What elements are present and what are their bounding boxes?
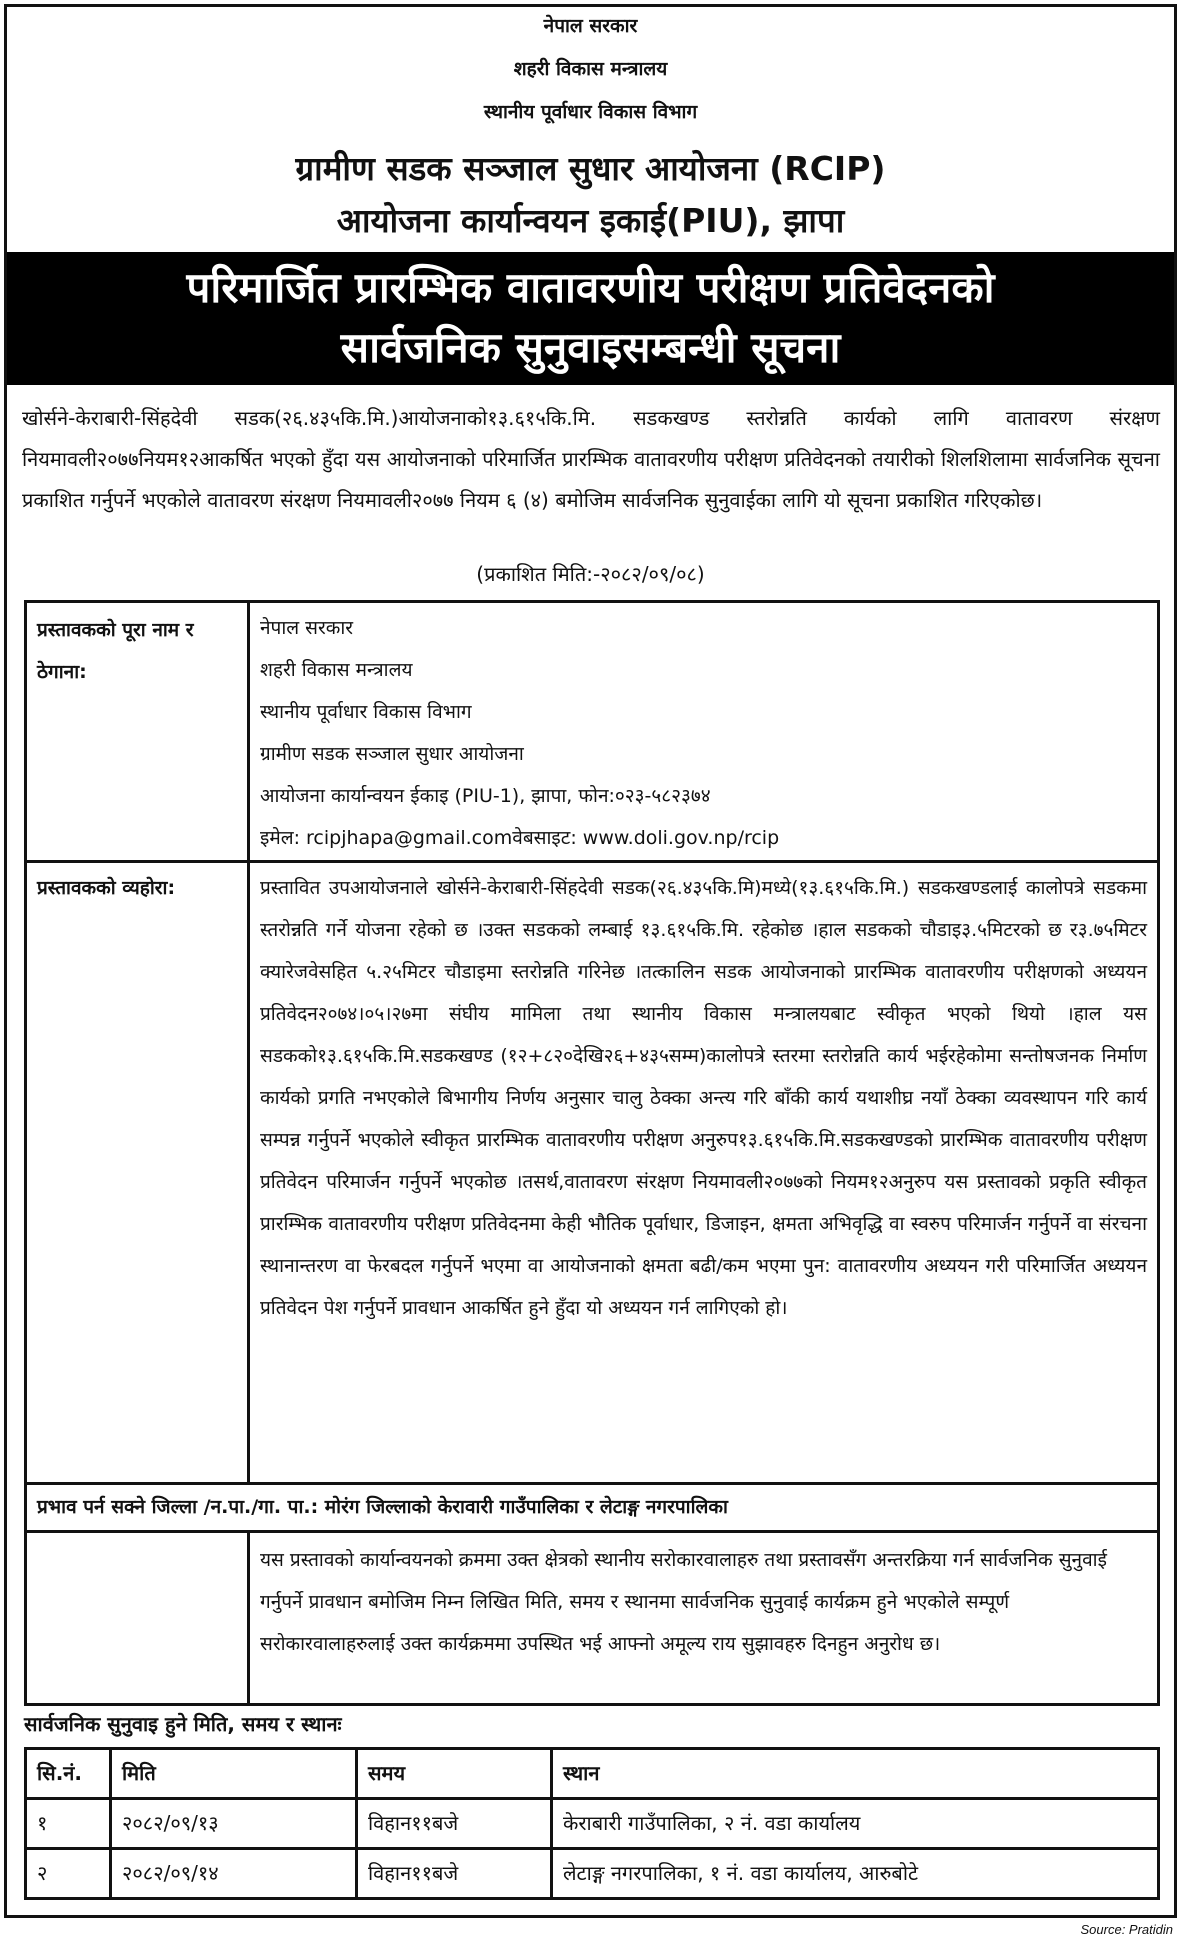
intro-paragraph: खोर्सने-केराबारी-सिंहदेवी सडक(२६.४३५कि.मि.)आयोजनाको१३.६१५कि.मि. सडकखण्ड स्तरोन्नति कार्यको लागि वातावरण संरक्षण नियमावली२०७७नियम१२आकर्षित भएको हुँदा यस आयोजनाको परिमार्जित प्रारम्भिक वातावरणीय परीक्षण प्रतिवेदनको तयारीको शिलशिलामा सार्वजनिक सूचना प्रकाशित गर्नुपर्ने भएकोले वातावरण संरक्षण नियमावली२०७७ नियम ६ (४) बमोजिम सार्वजनिक सुनुवाईका लागि यो सूचना प्रकाशित गरिएकोछ। bbox=[22, 406, 1160, 512]
proponent-label: प्रस्तावकको पूरा नाम र ठेगाना: bbox=[26, 602, 249, 862]
address-line: स्थानीय पूर्वाधार विकास विभाग bbox=[260, 701, 472, 723]
address-line: नेपाल सरकार bbox=[260, 617, 354, 639]
table-row bbox=[26, 1849, 1159, 1899]
banner-line-1: परिमार्जित प्रारम्भिक वातावरणीय परीक्षण प्रतिवेदनको bbox=[186, 263, 995, 312]
request-text: यस प्रस्तावको कार्यान्वयनको क्रममा उक्त क्षेत्रको स्थानीय सरोकारवालाहरु तथा प्रस्तावसँग अन्तरक्रिया गर्न सार्वजनिक सुनुवाई गर्नुपर्ने प्रावधान बमोजिम निम्न लिखित मिति, समय र स्थानमा सार्वजनिक सुनुवाई कार्यक्रम हुने भएकोले सम्पूर्ण सरोकारवालाहरुलाई उक्त कार्यक्रममा उपस्थित भई आफ्नो अमूल्य राय सुझावहरु दिनहुन अनुरोध छ। bbox=[249, 1532, 1159, 1705]
serial-cell: २ bbox=[26, 1849, 111, 1899]
col-venue: स्थान bbox=[552, 1749, 1159, 1799]
time-cell: विहान११बजे bbox=[357, 1849, 552, 1899]
table-row bbox=[26, 602, 1159, 862]
col-date: मिति bbox=[111, 1749, 357, 1799]
address-line: ग्रामीण सडक सञ्जाल सुधार आयोजना bbox=[260, 743, 524, 765]
project-title: ग्रामीण सडक सञ्जाल सुधार आयोजना (RCIP) bbox=[295, 149, 886, 188]
schedule-table bbox=[24, 1747, 1160, 1900]
contact-line: इमेल: rcipjhapa@gmail.comवेबसाइट: www.doli.gov.np/rcip bbox=[260, 827, 780, 849]
description-label: प्रस्तावकको व्यहोरा: bbox=[26, 862, 249, 1484]
header-department: स्थानीय पूर्वाधार विकास विभाग bbox=[483, 101, 698, 123]
serial-cell: १ bbox=[26, 1799, 111, 1849]
proposal-table bbox=[24, 600, 1160, 1706]
venue-cell: केराबारी गाउँपालिका, २ नं. वडा कार्यालय bbox=[552, 1799, 1159, 1849]
col-time: समय bbox=[357, 1749, 552, 1799]
table-row bbox=[26, 1484, 1159, 1532]
unit-title: आयोजना कार्यान्वयन इकाई(PIU), झापा bbox=[336, 201, 845, 240]
address-line: आयोजना कार्यान्वयन ईकाइ (PIU-1), झापा, फोन:०२३-५८२३७४ bbox=[260, 785, 711, 807]
date-cell: २०८२/०९/१३ bbox=[111, 1799, 357, 1849]
empty-cell bbox=[26, 1532, 249, 1705]
table-row bbox=[26, 862, 1159, 1484]
schedule-heading: सार्वजनिक सुनुवाइ हुने मिति, समय र स्थानः bbox=[24, 1712, 342, 1736]
date-cell: २०८२/०९/१४ bbox=[111, 1849, 357, 1899]
table-row bbox=[26, 1532, 1159, 1705]
col-serial: सि.नं. bbox=[26, 1749, 111, 1799]
time-cell: विहान११बजे bbox=[357, 1799, 552, 1849]
table-row bbox=[26, 1799, 1159, 1849]
table-header-row bbox=[26, 1749, 1159, 1799]
banner-line-2: सार्वजनिक सुनुवाइसम्बन्धी सूचना bbox=[340, 323, 841, 372]
header-government: नेपाल सरकार bbox=[543, 15, 638, 37]
proponent-address bbox=[249, 602, 1159, 862]
address-line: शहरी विकास मन्त्रालय bbox=[260, 659, 413, 681]
description-text: प्रस्तावित उपआयोजनाले खोर्सने-केराबारी-सिंहदेवी सडक(२६.४३५कि.मि)मध्ये(१३.६१५कि.मि.) सडकखण्डलाई कालोपत्रे सडकमा स्तरोन्नति गर्ने योजना रहेको छ ।उक्त सडकको लम्बाई १३.६१५कि.मि. रहेकोछ ।हाल सडकको चौडाइ३.५मिटरको छ र३.७५मिटर क्यारेजवेसहित ५.२५मिटर चौडाइमा स्तरोन्नति गरिनेछ ।तत्कालिन सडक आयोजनाको प्रारम्भिक वातावरणीय परीक्षणको अध्ययन प्रतिवेदन२०७४।०५।२७मा संघीय मामिला तथा स्थानीय विकास मन्त्रालयबाट स्वीकृत भएको थियो ।हाल यस सडकको१३.६१५कि.मि.सडकखण्ड (१२+८२०देखि२६+४३५सम्म)कालोपत्रे स्तरमा स्तरोन्नति कार्य भईरहेकोमा सन्तोषजनक निर्माण कार्यको प्रगति नभएकोले बिभागीय निर्णय अनुसार चालु ठेक्का अन्त्य गरि बाँकी कार्य यथाशीघ्र नयाँ ठेक्का व्यवस्थापन गरि कार्य सम्पन्न गर्नुपर्ने भएकोले स्वीकृत प्रारम्भिक वातावरणीय परीक्षण अनुरुप१३.६१५कि.मि.सडकखण्डको प्रारम्भिक वातावरणीय परीक्षण प्रतिवेदन परिमार्जन गर्नुपर्ने भएकोछ ।तसर्थ,वातावरण संरक्षण नियमावली२०७७को नियम१२अनुरुप यस प्रस्तावको प्रकृति स्वीकृत प्रारम्भिक वातावरणीय परीक्षण प्रतिवेदनमा केही भौतिक पूर्वाधार, डिजाइन, क्षमता अभिवृद्धि वा स्वरुप परिमार्जन गर्नुपर्ने वा संरचना स्थानान्तरण वा फेरबदल गर्नुपर्ने भएमा वा आयोजनाको क्षमता बढी/कम भएमा पुन: वातावरणीय अध्ययन गरी परिमार्जित अध्ययन प्रतिवेदन पेश गर्नुपर्ने प्रावधान आकर्षित हुने हुँदा यो अध्ययन गर्न लागिएको हो। bbox=[249, 862, 1159, 1484]
affected-area: प्रभाव पर्न सक्ने जिल्ला /न.पा./गा. पा.: मोरंग जिल्लाको केरावारी गाउँपालिका र लेटाङ्ग नगरपालिका bbox=[26, 1484, 1159, 1532]
published-date: (प्रकाशित मिति:-२०८२/०९/०८) bbox=[476, 562, 705, 586]
notice-banner bbox=[7, 252, 1174, 385]
venue-cell: लेटाङ्ग नगरपालिका, १ नं. वडा कार्यालय, आरुबोटे bbox=[552, 1849, 1159, 1899]
source-credit: Source: Pratidin bbox=[1080, 1922, 1173, 1937]
header-ministry: शहरी विकास मन्त्रालय bbox=[513, 58, 668, 80]
